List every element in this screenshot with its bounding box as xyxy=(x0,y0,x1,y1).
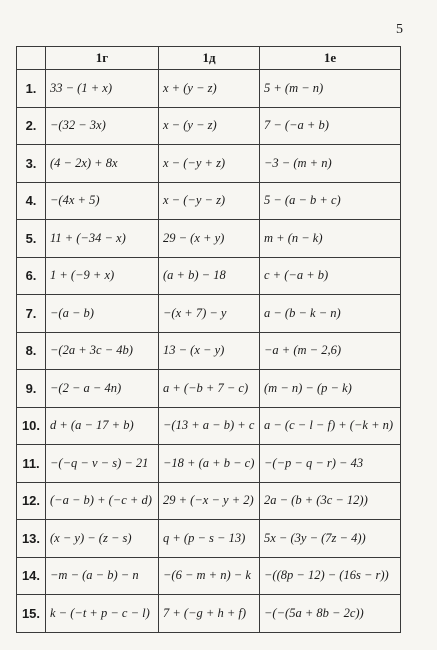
expression-cell: −a + (m − 2,6) xyxy=(260,332,401,370)
expression-cell: 13 − (x − y) xyxy=(159,332,260,370)
row-number: 3. xyxy=(17,145,46,183)
expression-cell: −(x + 7) − y xyxy=(159,295,260,333)
table-row xyxy=(17,370,401,408)
expression-cell: a + (−b + 7 − c) xyxy=(159,370,260,408)
row-number: 5. xyxy=(17,220,46,258)
row-number: 4. xyxy=(17,182,46,220)
expression-cell: 5x − (3y − (7z − 4)) xyxy=(260,520,401,558)
expression-cell: m + (n − k) xyxy=(260,220,401,258)
table-row xyxy=(17,445,401,483)
row-number: 13. xyxy=(17,520,46,558)
table-row xyxy=(17,407,401,445)
row-number: 11. xyxy=(17,445,46,483)
expression-cell: −18 + (a + b − c) xyxy=(159,445,260,483)
header-1g: 1г xyxy=(46,47,159,70)
table-row xyxy=(17,557,401,595)
expression-cell: −(32 − 3x) xyxy=(46,107,159,145)
expression-cell: a − (c − l − f) + (−k + n) xyxy=(260,407,401,445)
expression-cell: 29 − (x + y) xyxy=(159,220,260,258)
header-row xyxy=(17,47,401,70)
expression-cell: 1 + (−9 + x) xyxy=(46,257,159,295)
expression-cell: −(13 + a − b) + c xyxy=(159,407,260,445)
table-row xyxy=(17,220,401,258)
table-row xyxy=(17,107,401,145)
page-number: 5 xyxy=(396,22,403,37)
row-number: 14. xyxy=(17,557,46,595)
table-row xyxy=(17,182,401,220)
expression-cell: 5 − (a − b + c) xyxy=(260,182,401,220)
table-row xyxy=(17,482,401,520)
table-row xyxy=(17,520,401,558)
table-row xyxy=(17,295,401,333)
expression-cell: 2a − (b + (3c − 12)) xyxy=(260,482,401,520)
expression-cell: d + (a − 17 + b) xyxy=(46,407,159,445)
row-number: 9. xyxy=(17,370,46,408)
row-number: 7. xyxy=(17,295,46,333)
row-number: 2. xyxy=(17,107,46,145)
expression-cell: −(−p − q − r) − 43 xyxy=(260,445,401,483)
expression-cell: 7 − (−a + b) xyxy=(260,107,401,145)
table-row xyxy=(17,257,401,295)
expression-cell: q + (p − s − 13) xyxy=(159,520,260,558)
expression-cell: 7 + (−g + h + f) xyxy=(159,595,260,633)
expression-cell: x − (y − z) xyxy=(159,107,260,145)
expression-cell: −3 − (m + n) xyxy=(260,145,401,183)
table-row xyxy=(17,70,401,108)
expression-cell: c + (−a + b) xyxy=(260,257,401,295)
row-number: 8. xyxy=(17,332,46,370)
row-number: 10. xyxy=(17,407,46,445)
expression-cell: (x − y) − (z − s) xyxy=(46,520,159,558)
table-row xyxy=(17,145,401,183)
expression-cell: a − (b − k − n) xyxy=(260,295,401,333)
row-number: 1. xyxy=(17,70,46,108)
expression-cell: −(4x + 5) xyxy=(46,182,159,220)
expression-cell: (−a − b) + (−c + d) xyxy=(46,482,159,520)
header-1e: 1е xyxy=(260,47,401,70)
expression-cell: −(−(5a + 8b − 2c)) xyxy=(260,595,401,633)
expression-cell: −(6 − m + n) − k xyxy=(159,557,260,595)
expression-cell: 5 + (m − n) xyxy=(260,70,401,108)
expression-cell: −(−q − v − s) − 21 xyxy=(46,445,159,483)
expression-cell: −(2 − a − 4n) xyxy=(46,370,159,408)
row-number: 15. xyxy=(17,595,46,633)
header-1d: 1д xyxy=(159,47,260,70)
expression-cell: (m − n) − (p − k) xyxy=(260,370,401,408)
expression-cell: −(2a + 3c − 4b) xyxy=(46,332,159,370)
expression-cell: −((8p − 12) − (16s − r)) xyxy=(260,557,401,595)
expression-cell: (4 − 2x) + 8x xyxy=(46,145,159,183)
expression-cell: −m − (a − b) − n xyxy=(46,557,159,595)
expression-cell: (a + b) − 18 xyxy=(159,257,260,295)
expression-cell: 33 − (1 + x) xyxy=(46,70,159,108)
table-row xyxy=(17,332,401,370)
expression-cell: k − (−t + p − c − l) xyxy=(46,595,159,633)
expression-cell: −(a − b) xyxy=(46,295,159,333)
expression-cell: 11 + (−34 − x) xyxy=(46,220,159,258)
table-row xyxy=(17,595,401,633)
expression-cell: x − (−y − z) xyxy=(159,182,260,220)
expression-cell: 29 + (−x − y + 2) xyxy=(159,482,260,520)
row-number: 6. xyxy=(17,257,46,295)
header-number-column xyxy=(17,47,46,70)
expression-cell: x + (y − z) xyxy=(159,70,260,108)
exercise-table xyxy=(16,46,401,633)
expression-cell: x − (−y + z) xyxy=(159,145,260,183)
row-number: 12. xyxy=(17,482,46,520)
